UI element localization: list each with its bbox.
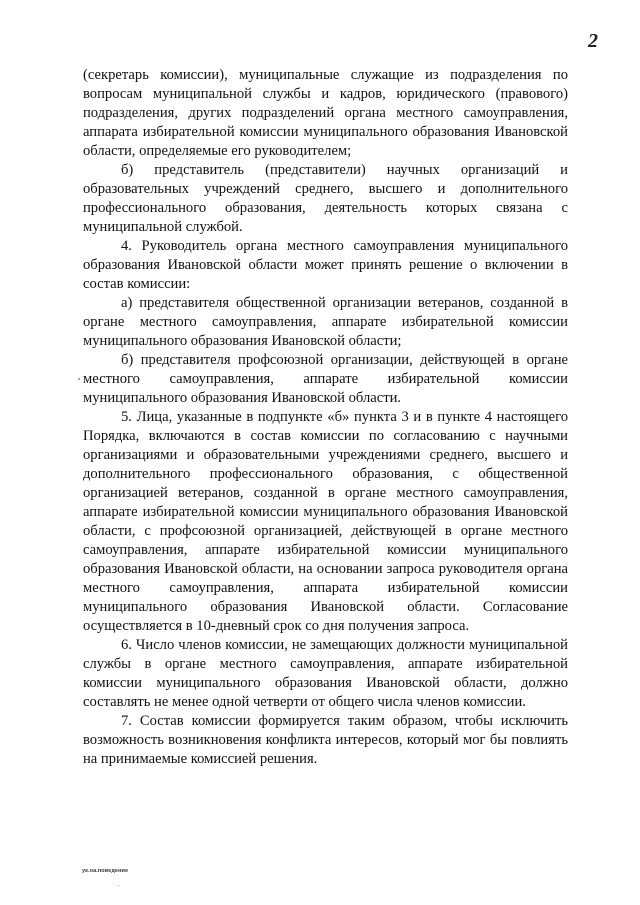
footer-file-mark: ук.оа.поведение xyxy=(82,868,129,874)
paragraph-3b: б) представитель (представители) научных организаций и образовательных учреждений среднего, высшего и дополнительного профессионального образования, деятельность которых связана с муниципальной службой. xyxy=(83,162,568,235)
paragraph-4a: а) представителя общественной организации ветеранов, созданной в органе местного самоуправления, аппарате избирательной комиссии муниципального образования Ивановской области; xyxy=(83,295,568,349)
paragraph-7: 7. Состав комиссии формируется таким образом, чтобы исключить возможность возникновения конфликта интересов, который мог бы повлиять на принимаемые комиссией решения. xyxy=(83,713,568,767)
page-number: 2 xyxy=(588,30,598,52)
paragraph-4: 4. Руководитель органа местного самоуправления муниципального образования Ивановской области может принять решение о включении в состав комиссии: xyxy=(83,238,568,292)
scan-speck xyxy=(78,378,80,380)
paragraph-4b: б) представителя профсоюзной организации, действующей в органе местного самоуправления, аппарате избирательной комиссии муниципального образования Ивановской области. xyxy=(83,352,568,406)
paragraph-6: 6. Число членов комиссии, не замещающих должности муниципальной службы в органе местного самоуправления, аппарате избирательной комиссии муниципального образования Ивановской области, должно составлять не менее одной четверти от общего числа членов комиссии. xyxy=(83,637,568,710)
scan-speck xyxy=(118,885,119,886)
paragraph-3a-continuation: (секретарь комиссии), муниципальные служащие из подразделения по вопросам муниципальной службы и кадров, юридического (правового) подразделения, других подразделений органа местного самоуправления, аппарата избирательной комиссии муниципального образования Ивановской области, определяемые его руководителем; xyxy=(83,67,568,159)
document-body xyxy=(83,66,568,769)
paragraph-5: 5. Лица, указанные в подпункте «б» пункта 3 и в пункте 4 настоящего Порядка, включаются в состав комиссии по согласованию с научными организациями и образовательными учреждениями среднего, высшего и дополнительного профессионального образования, с общественной организацией ветеранов, созданной в органе местного самоуправления, аппарате избирательной комиссии муниципального образования Ивановской области, с профсоюзной организацией, действующей в органе местного самоуправления, аппарате избирательной комиссии муниципального образования Ивановской области, на основании запроса руководителя органа местного самоуправления, аппарата избирательной комиссии муниципального образования Ивановской области. Согласование осуществляется в 10-дневный срок со дня получения запроса. xyxy=(83,409,568,634)
